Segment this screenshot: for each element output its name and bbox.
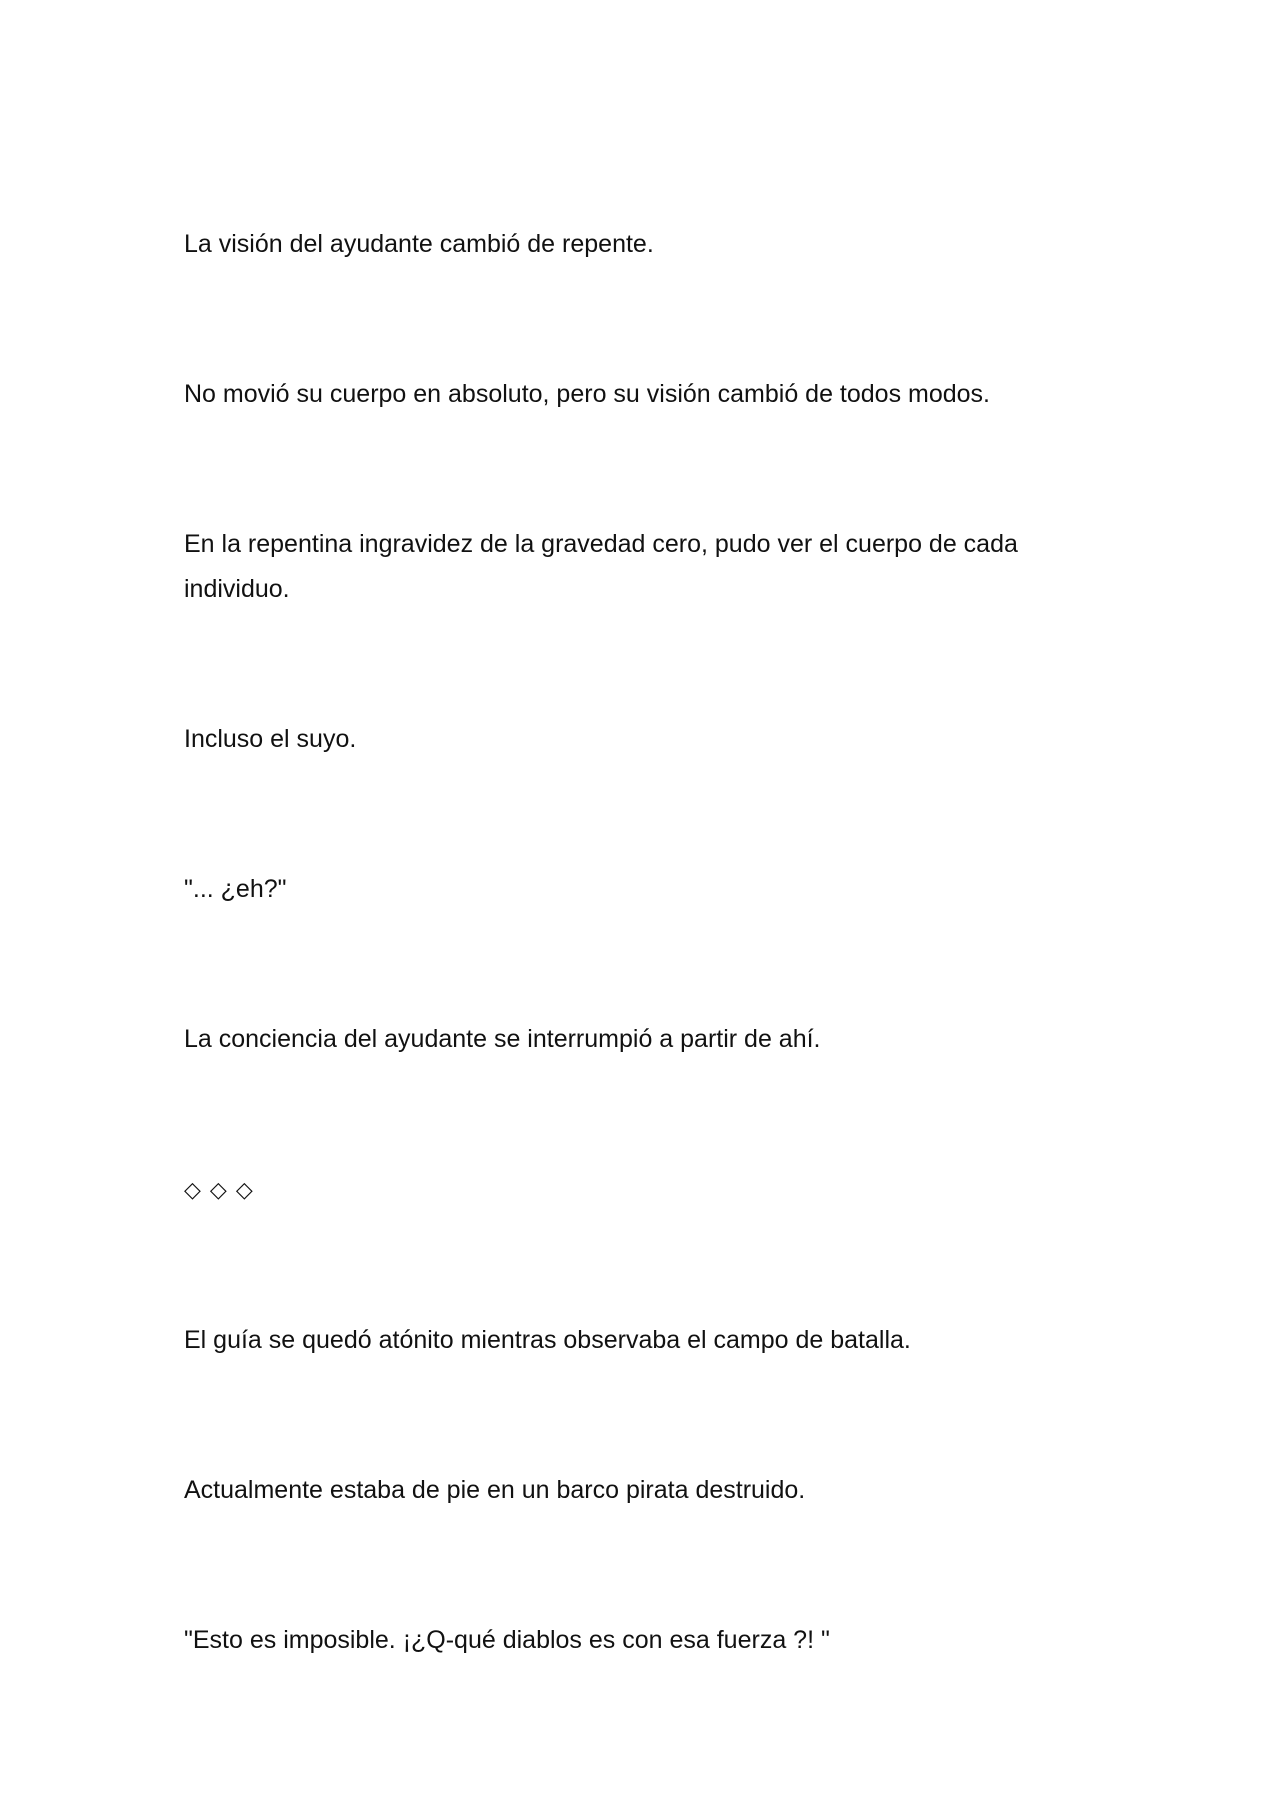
paragraph-4: Incluso el suyo. bbox=[184, 725, 357, 753]
paragraph-3: En la repentina ingravidez de la gravedad cero, pudo ver el cuerpo de cada individuo. bbox=[184, 530, 1018, 603]
paragraph-9-dialogue: "Esto es imposible. ¡¿Q-qué diablos es con esa fuerza ?! " bbox=[184, 1626, 830, 1654]
paragraph-6: La conciencia del ayudante se interrumpió a partir de ahí. bbox=[184, 1025, 821, 1053]
paragraph-2: No movió su cuerpo en absoluto, pero su visión cambió de todos modos. bbox=[184, 380, 991, 408]
paragraph-7: El guía se quedó atónito mientras observaba el campo de batalla. bbox=[184, 1326, 911, 1354]
paragraph-1: La visión del ayudante cambió de repente. bbox=[184, 230, 654, 258]
scene-break-separator: ◇ ◇ ◇ bbox=[184, 1178, 254, 1203]
paragraph-8: Actualmente estaba de pie en un barco pirata destruido. bbox=[184, 1476, 806, 1504]
paragraph-5-dialogue: "... ¿eh?" bbox=[184, 875, 287, 903]
